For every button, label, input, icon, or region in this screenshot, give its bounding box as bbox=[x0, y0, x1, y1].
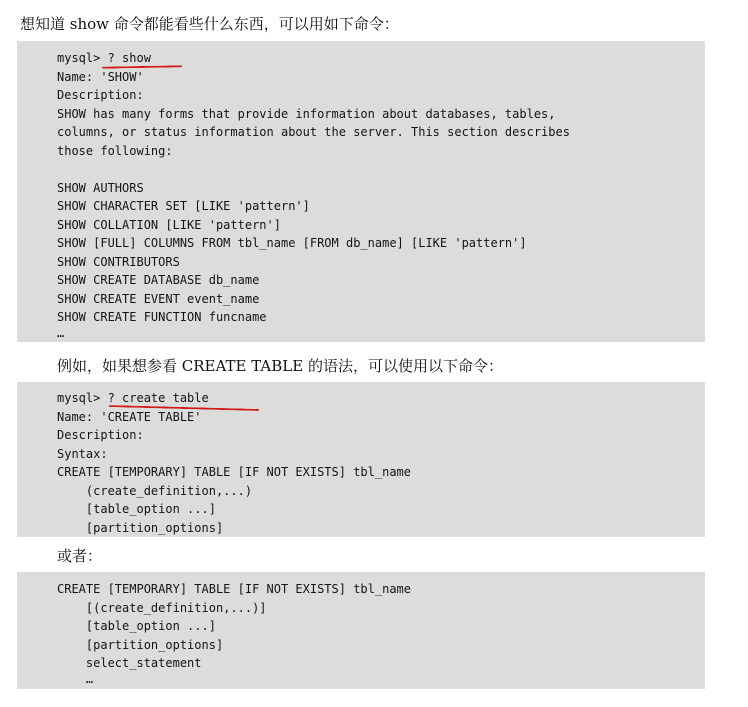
code-line: [partition_options] bbox=[57, 520, 224, 535]
code-line: [(create_definition,...)] bbox=[57, 600, 267, 615]
code-line: [table_option ...] bbox=[57, 502, 216, 516]
code-line: [partition_options] bbox=[57, 637, 224, 652]
code-line: Description: bbox=[57, 428, 144, 442]
code-line: CREATE [TEMPORARY] TABLE [IF NOT EXISTS] tbl_name bbox=[57, 582, 412, 596]
code-line: SHOW CHARACTER SET [LIKE 'pattern'] bbox=[57, 199, 310, 213]
intro-show-paragraph: 想知道 show 命令都能看些什么东西，可以用如下命令： bbox=[20, 15, 399, 33]
code-line: those following: bbox=[57, 143, 173, 158]
code-line: columns, or status information about the server. This section describes bbox=[57, 125, 570, 139]
code-line: SHOW [FULL] COLUMNS FROM tbl_name [FROM db_name] [LIKE 'pattern'] bbox=[57, 236, 527, 250]
code-block-show bbox=[17, 41, 705, 342]
code-line: (create_definition,...) bbox=[57, 483, 253, 498]
code-line: mysql> ? show bbox=[57, 51, 151, 65]
code-line: Name: 'CREATE TABLE' bbox=[57, 409, 202, 424]
code-line: mysql> ? create table bbox=[57, 391, 209, 405]
code-line: SHOW CONTRIBUTORS bbox=[57, 254, 180, 269]
intro-or-paragraph: 或者： bbox=[57, 547, 103, 565]
code-line: SHOW has many forms that provide information about databases, tables, bbox=[57, 106, 556, 121]
code-line: … bbox=[57, 672, 94, 686]
code-line: SHOW CREATE EVENT event_name bbox=[57, 291, 260, 306]
code-line: SHOW AUTHORS bbox=[57, 180, 144, 195]
code-line: Description: bbox=[57, 88, 144, 102]
code-block-create-select bbox=[17, 572, 705, 689]
code-line: SHOW CREATE FUNCTION funcname bbox=[57, 310, 267, 324]
code-line: [table_option ...] bbox=[57, 619, 216, 633]
code-line: Syntax: bbox=[57, 446, 108, 461]
code-line: select_statement bbox=[57, 656, 202, 670]
code-line: … bbox=[57, 326, 65, 340]
code-block-create-table bbox=[17, 382, 705, 537]
code-line: SHOW CREATE DATABASE db_name bbox=[57, 273, 260, 287]
code-line: CREATE [TEMPORARY] TABLE [IF NOT EXISTS] tbl_name bbox=[57, 465, 412, 479]
code-line: Name: 'SHOW' bbox=[57, 69, 144, 84]
intro-create-paragraph: 例如，如果想参看 CREATE TABLE 的语法，可以使用以下命令： bbox=[57, 357, 503, 375]
code-line: SHOW COLLATION [LIKE 'pattern'] bbox=[57, 217, 281, 232]
